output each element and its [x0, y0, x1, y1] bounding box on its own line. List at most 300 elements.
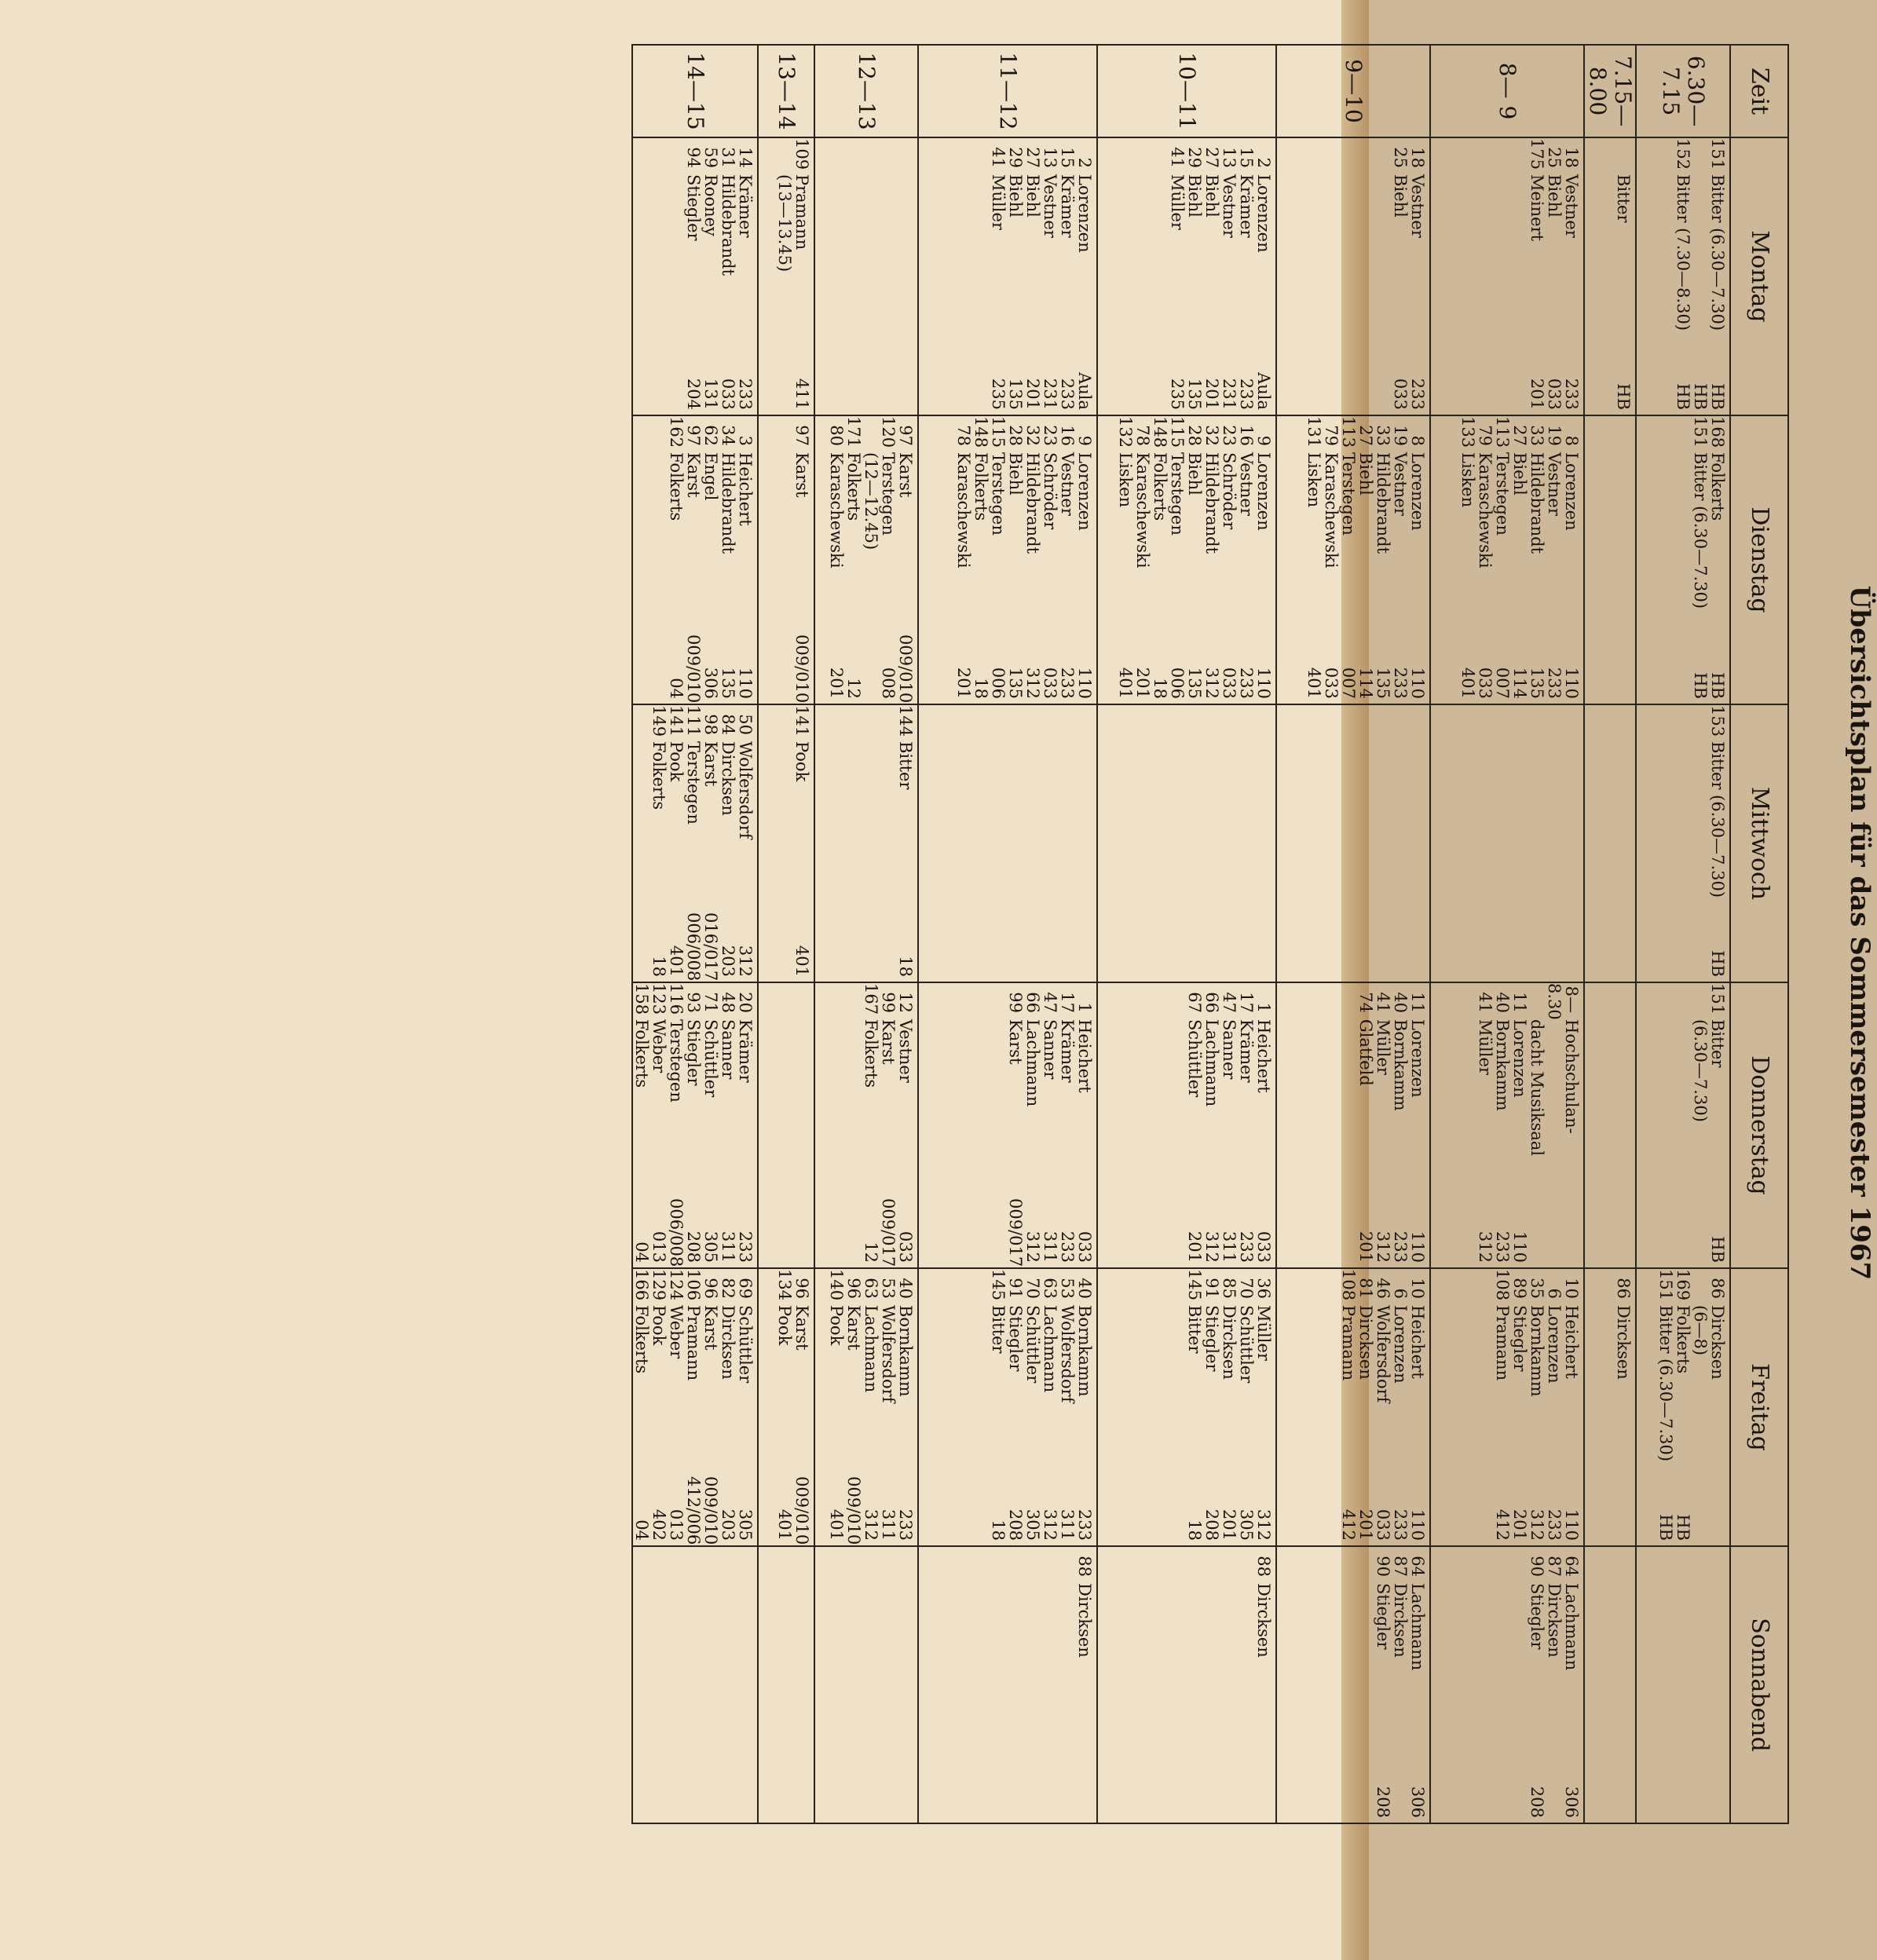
course-number: 70: [1023, 1278, 1042, 1299]
day-cell: [1636, 1546, 1730, 1823]
lecturer-name: dacht Musiksaal: [1528, 1019, 1546, 1157]
lecturer-name: Folkerts: [1674, 1305, 1692, 1374]
day-cell: [1430, 137, 1584, 415]
lecturer-name: Folkerts: [971, 452, 990, 521]
lecturer-name: Folkerts: [632, 1019, 651, 1088]
room-number: 231: [1041, 378, 1059, 410]
room-number: 201: [954, 667, 973, 699]
course-entry: [1476, 416, 1494, 704]
course-entry: [776, 138, 793, 415]
lecturer-name: Lorenzen: [1562, 452, 1581, 531]
course-entry: [862, 1269, 880, 1545]
room-number: 233: [1075, 1508, 1094, 1541]
lecturer-name: Biehl: [1006, 174, 1025, 218]
lecturer-name: Lorenzen: [1254, 452, 1273, 531]
course-number: 131: [1304, 416, 1323, 448]
lecturer-name: Stiegler: [1202, 1305, 1221, 1372]
course-entry: [1528, 416, 1546, 704]
lecturer-name: Krämer: [736, 174, 755, 238]
room-number: 305: [701, 1230, 720, 1263]
room-number: 135: [1185, 667, 1204, 699]
lecturer-name: Terstegen: [1493, 452, 1512, 536]
lecturer-name: Dircksen: [1545, 1583, 1564, 1658]
course-number: 90: [1374, 1556, 1392, 1577]
day-cell: [1584, 704, 1636, 982]
course-number: 151: [1691, 416, 1710, 448]
course-number: 115: [989, 416, 1008, 448]
course-number: 23: [1220, 425, 1239, 446]
lecturer-name: Folkerts: [1708, 452, 1727, 521]
lecturer-name: Karst: [701, 741, 720, 787]
room-number: 401: [1116, 667, 1135, 699]
lecturer-name: Pramann: [1339, 1305, 1358, 1381]
schedule-body: [632, 45, 1730, 1823]
lecturer-name: Bitter (6.30—7.30): [1708, 174, 1727, 331]
course-entry: [1409, 1269, 1426, 1545]
room-number: 18: [1185, 1519, 1204, 1541]
course-number: 31: [719, 147, 737, 168]
lecturer-name: Pook: [667, 741, 686, 782]
course-number: 9: [1075, 435, 1094, 446]
course-number: 85: [1220, 1278, 1239, 1299]
lecturer-name: Dircksen: [1220, 1305, 1239, 1380]
course-entry: [972, 416, 990, 704]
course-entry: [1615, 1269, 1632, 1545]
day-cell: [1276, 982, 1430, 1268]
day-cell: [1430, 1268, 1584, 1546]
course-number: 78: [954, 425, 973, 446]
lecturer-name: Folkerts: [667, 452, 686, 521]
lecturer-name: Biehl: [1185, 174, 1204, 218]
course-entry: [1494, 1269, 1511, 1545]
course-entry: [1007, 1269, 1024, 1545]
lecturer-name: Wolfersdorf: [879, 1305, 898, 1403]
day-cell: [632, 1546, 758, 1823]
course-entry: [1203, 416, 1220, 704]
time-slot-row: [1097, 45, 1276, 1823]
course-entry: [1059, 416, 1076, 704]
course-number: 148: [971, 416, 990, 448]
course-entry: [1323, 416, 1340, 704]
room-number: 135: [719, 667, 737, 699]
room-number: 208: [1528, 1786, 1546, 1818]
course-entry: [1024, 416, 1041, 704]
course-entry: [702, 416, 719, 704]
course-entry: [1151, 416, 1169, 704]
lecturer-name: Lachmann: [1041, 1305, 1059, 1393]
room-number: 110: [1408, 667, 1427, 699]
lecturer-name: Müller: [1374, 1019, 1392, 1075]
lecturer-name: Biehl: [1185, 452, 1204, 495]
header-donnerstag: Donnerstag: [1730, 982, 1788, 1268]
room-number: 033: [1545, 378, 1564, 410]
course-entry: [1059, 1269, 1076, 1545]
lecturer-name: Krämer: [1237, 174, 1256, 238]
lecturer-name: Dircksen: [1708, 1305, 1727, 1380]
day-cell: [814, 137, 918, 415]
course-entry: [1563, 416, 1580, 704]
course-number: 6: [1545, 1288, 1564, 1299]
lecturer-name: (12—12.45): [862, 452, 880, 550]
course-number: 41: [1168, 147, 1187, 168]
course-entry: [1546, 1269, 1563, 1545]
course-entry: [1546, 138, 1563, 415]
day-cell: [1276, 415, 1430, 704]
room-number: 201: [1528, 378, 1546, 410]
day-cell: [1097, 704, 1276, 982]
course-entry: [633, 1269, 650, 1545]
room-number: 208: [1202, 1508, 1221, 1541]
lecturer-name: Lorenzen: [1391, 1305, 1410, 1384]
course-number: 20: [736, 992, 755, 1013]
lecturer-name: Stiegler: [1510, 1305, 1529, 1372]
course-entry: [1220, 983, 1238, 1267]
lecturer-name: Folkerts: [632, 1305, 651, 1374]
lecturer-name: Bornkamm: [896, 1305, 915, 1397]
course-entry: [1076, 983, 1093, 1267]
course-entry: [650, 1269, 668, 1545]
lecturer-name: Karaschewski: [1322, 452, 1341, 569]
course-number: 88: [1254, 1556, 1273, 1577]
lecturer-name: Vestner: [1408, 174, 1427, 238]
lecturer-name: Karaschewski: [954, 452, 973, 569]
lecturer-name: Bitter: [896, 741, 915, 790]
course-entry: [1255, 138, 1272, 415]
day-cell: [758, 1546, 814, 1823]
room-number: 033: [1322, 667, 1341, 699]
lecturer-name: Karaschewski: [1133, 452, 1152, 569]
course-entry: [1476, 983, 1494, 1267]
room-number: [1615, 1476, 1632, 1545]
course-number: 91: [1006, 1278, 1025, 1299]
course-entry: [737, 416, 754, 704]
course-entry: [1692, 138, 1709, 415]
room-number: 412: [1493, 1508, 1512, 1541]
room-number: 401: [775, 1508, 794, 1541]
room-number: 110: [1510, 1230, 1529, 1263]
course-number: 36: [1254, 1278, 1273, 1299]
room-number: 18: [971, 678, 990, 699]
course-number: 53: [879, 1278, 898, 1299]
room-number: 233: [1058, 378, 1077, 410]
course-number: 86: [1614, 1278, 1633, 1299]
lecturer-name: Pook: [649, 1305, 668, 1346]
lecturer-name: Schröder: [1220, 452, 1239, 530]
course-entry: [1374, 1269, 1392, 1545]
course-number: 171: [844, 416, 863, 448]
room-number: 312: [1023, 667, 1042, 699]
course-number: 158: [632, 983, 651, 1015]
course-number: 33: [1528, 425, 1546, 446]
lecturer-name: Vestner: [1545, 452, 1564, 516]
course-number: 25: [1391, 147, 1410, 168]
course-entry: [880, 983, 897, 1267]
course-entry: [719, 983, 737, 1267]
course-number: 151: [1708, 983, 1727, 1015]
lecturer-name: Karaschewski: [1476, 452, 1495, 569]
room-number: 312: [1041, 1508, 1059, 1541]
room-number: 201: [1023, 378, 1042, 410]
day-cell: [918, 137, 1097, 415]
course-entry: [1546, 416, 1563, 704]
course-entry: [1059, 138, 1076, 415]
course-entry: [1657, 1269, 1674, 1545]
course-number: 134: [775, 1269, 794, 1301]
course-entry: [1007, 138, 1024, 415]
lecturer-name: Lisken: [1458, 452, 1477, 508]
room-number: HB: [1691, 383, 1710, 410]
course-number: 41: [989, 147, 1008, 168]
course-entry: [1041, 416, 1059, 704]
room-number: 009/017: [1006, 1198, 1025, 1267]
day-cell: [1097, 415, 1276, 704]
lecturer-name: Lorenzen: [1545, 1305, 1564, 1384]
course-entry: [1494, 416, 1511, 704]
course-entry: [719, 1269, 737, 1545]
room-number: 12: [862, 1241, 880, 1263]
rotated-timetable: [628, 14, 1877, 1852]
lecturer-name: Bornkamm: [1391, 1019, 1410, 1111]
course-entry: [1709, 983, 1726, 1267]
course-number: 94: [684, 147, 703, 168]
course-number: [776, 138, 793, 174]
room-number: 305: [736, 1508, 755, 1541]
day-cell: [1584, 415, 1636, 704]
course-entry: [1220, 138, 1238, 415]
room-number: [1709, 1476, 1726, 1545]
course-number: 14: [736, 147, 755, 168]
course-number: [862, 416, 880, 452]
room-number: 009/010: [844, 1476, 863, 1545]
schedule-table: [631, 44, 1789, 1824]
lecturer-name: Bitter (6.30—7.30): [1691, 452, 1710, 609]
day-cell: [1636, 137, 1730, 415]
room-number: 114: [1356, 667, 1375, 699]
course-number: 8: [1408, 435, 1427, 446]
time-slot-label: 12—13: [814, 45, 918, 137]
lecturer-name: Terstegen: [667, 1019, 686, 1102]
course-number: 108: [1493, 1269, 1512, 1301]
course-entry: [1409, 983, 1426, 1267]
course-number: 18: [1408, 147, 1427, 168]
course-number: 28: [1006, 425, 1025, 446]
course-number: 78: [1133, 425, 1152, 446]
lecturer-name: Biehl: [1202, 174, 1221, 218]
course-number: 27: [1510, 425, 1529, 446]
header-montag: Montag: [1730, 137, 1788, 415]
time-slot-label: 13—14: [758, 45, 814, 137]
course-number: 166: [632, 1269, 651, 1301]
day-cell: [918, 704, 1097, 982]
course-number: 8—8.30: [1545, 983, 1581, 1020]
course-entry: [1357, 1269, 1374, 1545]
course-number: 47: [1220, 992, 1239, 1013]
room-number: 233: [1391, 667, 1410, 699]
course-entry: [1220, 1269, 1238, 1545]
day-cell: [1584, 137, 1636, 415]
course-number: 113: [1339, 416, 1358, 448]
lecturer-name: Lorenzen: [1075, 452, 1094, 531]
room-number: 203: [719, 1508, 737, 1541]
room-number: 135: [1528, 667, 1546, 699]
room-number: 311: [1220, 1230, 1239, 1263]
lecturer-name: Bitter: [1708, 1019, 1727, 1068]
room-number: 312: [1254, 1508, 1273, 1541]
lecturer-name: Hildebrandt: [1202, 452, 1221, 554]
course-number: 169: [1674, 1269, 1692, 1301]
course-entry: [1238, 1269, 1255, 1545]
course-number: 96: [701, 1278, 720, 1299]
day-cell: [918, 1546, 1097, 1823]
room-number: 110: [736, 667, 755, 699]
room-number: 312: [1476, 1230, 1495, 1263]
course-entry: [1392, 1269, 1409, 1545]
lecturer-name: Krämer: [1058, 174, 1077, 238]
room-number: 311: [1058, 1508, 1077, 1541]
room-number: 12: [844, 678, 863, 699]
lecturer-name: (6—8): [1691, 1305, 1710, 1356]
course-number: 141: [667, 705, 686, 737]
room-number: [1255, 1753, 1272, 1823]
course-entry: [1674, 1269, 1692, 1545]
course-number: 6: [1391, 1288, 1410, 1299]
room-number: 312: [1528, 1508, 1546, 1541]
course-entry: [1692, 1269, 1709, 1545]
course-entry: [1340, 1269, 1357, 1545]
course-number: 13: [1220, 147, 1239, 168]
room-number: 18: [649, 956, 668, 977]
day-cell: [1276, 704, 1430, 982]
course-number: 40: [896, 1278, 915, 1299]
room-number: 013: [649, 1230, 668, 1263]
course-entry: [880, 1269, 897, 1545]
course-entry: [1511, 1269, 1528, 1545]
lecturer-name: Bitter (6.30—7.30): [1708, 741, 1727, 898]
course-number: [1692, 1269, 1709, 1305]
course-entry: [737, 705, 754, 982]
lecturer-name: Krämer: [1237, 1019, 1256, 1083]
room-number: 033: [1254, 1230, 1273, 1263]
room-number: 201: [1356, 1508, 1375, 1541]
course-number: 98: [701, 714, 720, 735]
course-entry: [1511, 983, 1528, 1267]
course-number: 70: [1237, 1278, 1256, 1299]
room-number: 233: [1391, 1508, 1410, 1541]
room-number: 233: [1545, 667, 1564, 699]
room-number: 033: [1075, 1230, 1094, 1263]
lecturer-name: Bitter (6.30—7.30): [1656, 1305, 1675, 1462]
room-number: 411: [792, 378, 811, 410]
course-number: 15: [1058, 147, 1077, 168]
time-slot-row: [1276, 45, 1430, 1823]
room-number: 009/010: [896, 634, 915, 704]
course-number: 27: [1356, 425, 1375, 446]
course-entry: [990, 1269, 1007, 1545]
course-number: 13: [1041, 147, 1059, 168]
room-number: 04: [667, 678, 686, 699]
course-number: 41: [1374, 992, 1392, 1013]
lecturer-name: Terstegen: [1339, 452, 1358, 536]
course-entry: [1674, 138, 1692, 415]
course-number: 40: [1075, 1278, 1094, 1299]
course-number: 96: [792, 1278, 811, 1299]
lecturer-name: Karaschewski: [827, 452, 846, 569]
course-entry: [1041, 1269, 1059, 1545]
course-number: 50: [736, 714, 755, 735]
room-number: 135: [1374, 667, 1392, 699]
course-entry: [1546, 983, 1580, 1267]
time-slot-row: [814, 45, 918, 1823]
room-number: 312: [862, 1508, 880, 1541]
lecturer-name: Bitter (7.30—8.30): [1674, 174, 1692, 331]
lecturer-name: Biehl: [1391, 174, 1410, 218]
lecturer-name: Hildebrandt: [1023, 452, 1042, 554]
day-cell: [758, 1268, 814, 1546]
course-entry: [955, 416, 972, 704]
room-number: 033: [1220, 667, 1239, 699]
day-cell: [918, 982, 1097, 1268]
course-number: [1692, 983, 1709, 1019]
time-slot-label: 7.15— 8.00: [1584, 45, 1636, 137]
lecturer-name: Lachmann: [1408, 1583, 1427, 1671]
lecturer-name: Pook: [792, 741, 811, 782]
room-number: 401: [1304, 667, 1323, 699]
course-entry: [1563, 138, 1580, 415]
room-number: 18: [989, 1519, 1008, 1541]
course-number: 145: [1185, 1269, 1204, 1301]
course-entry: [702, 705, 719, 982]
room-number: 233: [1493, 1230, 1512, 1263]
course-entry: [1409, 416, 1426, 704]
day-cell: [1430, 704, 1584, 982]
room-number: 233: [736, 378, 755, 410]
course-entry: [633, 983, 650, 1267]
room-number: 18: [1151, 678, 1169, 699]
time-slot-label: 6.30— 7.15: [1636, 45, 1730, 137]
lecturer-name: Vestner: [896, 1019, 915, 1083]
course-number: 29: [1185, 147, 1204, 168]
room-number: 401: [1458, 667, 1477, 699]
course-number: 1: [1254, 1002, 1273, 1013]
room-number: 110: [1254, 667, 1273, 699]
lecturer-name: Pramann: [1493, 1305, 1512, 1381]
course-entry: [702, 138, 719, 415]
course-entry: [990, 138, 1007, 415]
room-number: 135: [1185, 378, 1204, 410]
course-entry: [1007, 416, 1024, 704]
course-number: 120: [879, 416, 898, 448]
course-entry: [793, 138, 810, 415]
course-entry: [1041, 138, 1059, 415]
room-number: 033: [719, 378, 737, 410]
course-number: [1615, 138, 1632, 174]
course-number: 40: [1493, 992, 1512, 1013]
lecturer-name: Stiegler: [1006, 1305, 1025, 1372]
day-cell: [1097, 1268, 1276, 1546]
room-number: 235: [989, 378, 1008, 410]
course-entry: [1409, 1547, 1426, 1823]
course-number: 123: [649, 983, 668, 1015]
course-number: 82: [719, 1278, 737, 1299]
room-number: 233: [1058, 667, 1077, 699]
lecturer-name: Hochschulan-: [1562, 1019, 1581, 1134]
course-number: 2: [1254, 157, 1273, 168]
course-entry: [668, 705, 685, 982]
course-entry: [1169, 138, 1186, 415]
room-number: [1692, 1198, 1709, 1267]
course-entry: [719, 138, 737, 415]
room-number: 312: [1202, 667, 1221, 699]
